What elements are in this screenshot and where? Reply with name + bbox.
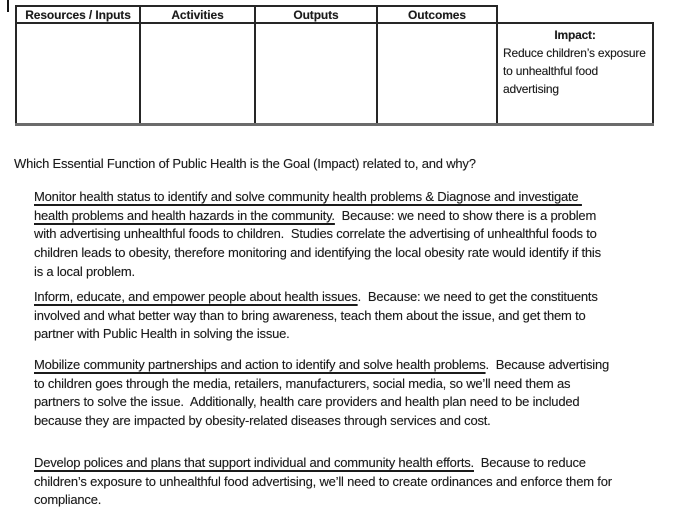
- scan-edge-artifact: [7, 0, 9, 12]
- resources-inputs-cell: [16, 23, 140, 125]
- header-spacer-cell: [497, 6, 653, 23]
- answer-paragraph-monitor-diagnose: [34, 188, 612, 282]
- answer-paragraph-develop-policies: [34, 454, 616, 510]
- answer-explanation: . Because advertising to children goes through the media, retailers, manufacturers, social media, so we’ll need them as partners to solve the issue. Additionally, health care providers and health plan need to be included because they are impacted by obesity-related diseases through services and cost.: [34, 357, 613, 429]
- header-cell-outputs: Outputs: [255, 6, 377, 23]
- impact-cell: [497, 23, 653, 125]
- table-header-row: [16, 6, 653, 23]
- outcomes-cell: [377, 23, 497, 125]
- underlined-function-mobilize-partnerships: Mobilize community partnerships and action to identify and solve health problems: [34, 357, 486, 372]
- header-cell-activities: Activities: [140, 6, 255, 23]
- logic-model-table: [15, 5, 654, 126]
- underlined-function-monitor-diagnose: Monitor health status to identify and solve community health problems & Diagnose and investigate health problems and health hazards in the community.: [34, 189, 582, 223]
- underlined-function-develop-policies: Develop polices and plans that support individual and community health efforts.: [34, 455, 474, 470]
- header-cell-resources-inputs: Resources / Inputs: [16, 6, 140, 23]
- impact-label: Impact:: [554, 28, 596, 42]
- question-text: Which Essential Function of Public Health is the Goal (Impact) related to, and why?: [14, 156, 476, 171]
- answer-paragraph-mobilize-partnerships: [34, 356, 612, 431]
- answer-explanation: . Because: we need to get the constituents involved and what better way than to bring awareness, teach them about the issue, and get them to partner with Public Health in solving the issue.: [34, 289, 602, 342]
- answer-explanation: Because to reduce children’s exposure to unhealthful food advertising, we’ll need to create ordinances and enforce them for compliance.: [34, 455, 616, 508]
- answer-paragraph-inform-educate: [34, 288, 612, 344]
- header-cell-outcomes: Outcomes: [377, 6, 497, 23]
- impact-text: Reduce children’s exposure to unhealthful food advertising: [503, 46, 646, 96]
- table-body-row: [16, 23, 653, 125]
- activities-cell: [140, 23, 255, 125]
- outputs-cell: [255, 23, 377, 125]
- answer-explanation: Because: we need to show there is a problem with advertising unhealthful foods to children. Studies correlate the advertising of unhealthful foods to children leads to obesity, therefore monitoring and identifying the local obesity rate would identify if this is a local problem.: [34, 207, 605, 279]
- underlined-function-inform-educate: Inform, educate, and empower people about health issues: [34, 289, 358, 304]
